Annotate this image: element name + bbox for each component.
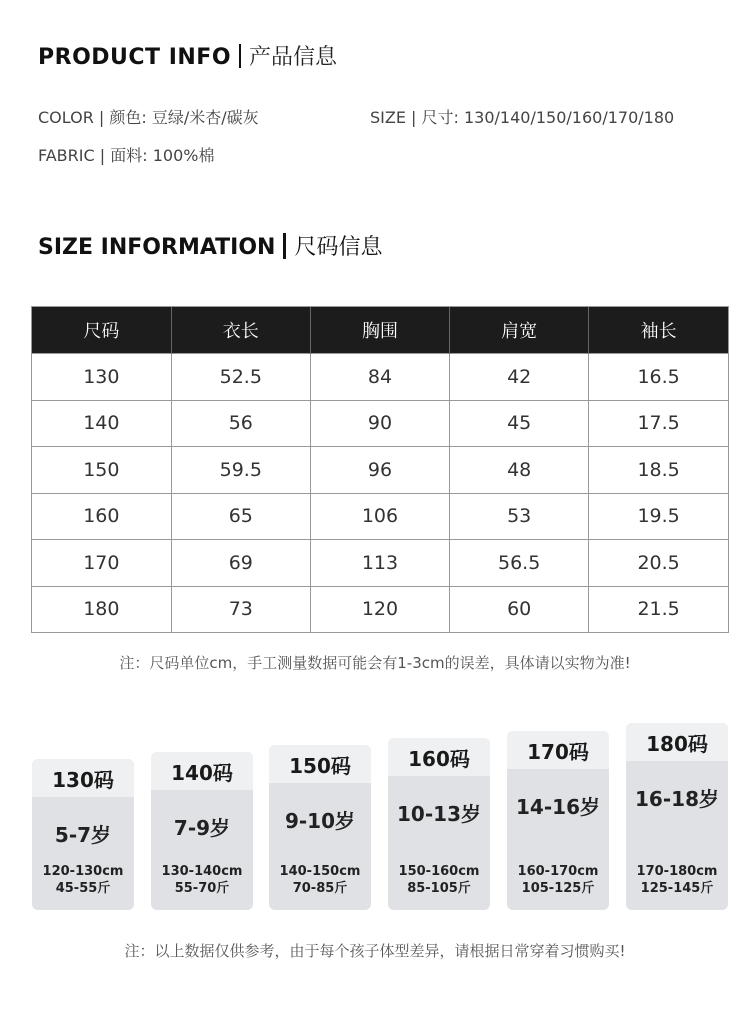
table-row	[32, 540, 728, 587]
card-height: 130-140cm	[161, 864, 243, 879]
card-age: 7-9岁	[173, 816, 231, 840]
table-cell: 160	[32, 493, 171, 540]
card-size-label: 130码	[32, 759, 134, 797]
size-card	[32, 759, 134, 910]
title-divider	[283, 233, 286, 259]
card-size-label: 160码	[388, 738, 490, 776]
size-information-title-zh: 尺码信息	[294, 235, 383, 260]
size-card	[151, 752, 253, 910]
table-cell: 96	[310, 447, 449, 494]
table-row	[32, 493, 728, 540]
card-size-label: 150码	[269, 745, 371, 783]
table-cell: 90	[310, 400, 449, 447]
size-information-title	[38, 230, 382, 261]
reference-note: 注：以上数据仅供参考，由于每个孩子体型差异，请根据日常穿着习惯购买!	[124, 942, 626, 960]
card-weight: 105-125斤	[521, 881, 595, 896]
table-row	[32, 354, 728, 401]
table-row	[32, 400, 728, 447]
title-divider	[239, 44, 241, 68]
card-weight: 45-55斤	[55, 881, 111, 896]
table-cell: 73	[171, 586, 310, 632]
card-height: 160-170cm	[517, 864, 599, 879]
table-cell: 48	[450, 447, 589, 494]
product-info-title-zh: 产品信息	[249, 45, 338, 70]
card-height: 150-160cm	[398, 864, 480, 879]
fabric-label: FABRIC | 面料:	[38, 146, 148, 165]
card-age: 14-16岁	[516, 795, 600, 819]
product-info-title	[38, 40, 337, 71]
size-card	[626, 723, 728, 910]
table-cell: 65	[171, 493, 310, 540]
table-cell: 69	[171, 540, 310, 587]
table-row	[32, 447, 728, 494]
table-header-cell: 衣长	[171, 307, 310, 354]
table-cell: 18.5	[589, 447, 728, 494]
card-age: 5-7岁	[54, 823, 112, 847]
table-cell: 56	[171, 400, 310, 447]
fabric-info	[38, 143, 214, 166]
size-info	[370, 105, 674, 128]
table-cell: 52.5	[171, 354, 310, 401]
card-height: 170-180cm	[636, 864, 718, 879]
table-cell: 17.5	[589, 400, 728, 447]
table-cell: 21.5	[589, 586, 728, 632]
card-age: 10-13岁	[397, 802, 481, 826]
table-header-cell: 胸围	[310, 307, 449, 354]
table-cell: 42	[450, 354, 589, 401]
card-weight: 125-145斤	[640, 881, 714, 896]
color-info	[38, 105, 259, 128]
card-size-label: 140码	[151, 752, 253, 790]
table-cell: 113	[310, 540, 449, 587]
size-table	[31, 306, 729, 633]
table-header-cell: 袖长	[589, 307, 728, 354]
table-header-cell: 尺码	[32, 307, 171, 354]
table-cell: 60	[450, 586, 589, 632]
size-card	[388, 738, 490, 910]
table-cell: 140	[32, 400, 171, 447]
table-cell: 19.5	[589, 493, 728, 540]
card-weight: 55-70斤	[174, 881, 230, 896]
size-card	[507, 731, 609, 910]
table-cell: 45	[450, 400, 589, 447]
card-weight: 85-105斤	[407, 881, 471, 896]
table-cell: 150	[32, 447, 171, 494]
table-cell: 16.5	[589, 354, 728, 401]
table-cell: 56.5	[450, 540, 589, 587]
table-cell: 20.5	[589, 540, 728, 587]
table-cell: 53	[450, 493, 589, 540]
table-cell: 180	[32, 586, 171, 632]
card-height: 140-150cm	[279, 864, 361, 879]
card-size-label: 180码	[626, 723, 728, 761]
size-value: 130/140/150/160/170/180	[464, 108, 675, 127]
card-age: 16-18岁	[635, 787, 719, 811]
card-height: 120-130cm	[42, 864, 124, 879]
card-weight: 70-85斤	[292, 881, 348, 896]
fabric-value: 100%棉	[152, 146, 215, 165]
table-cell: 106	[310, 493, 449, 540]
card-age: 9-10岁	[284, 809, 356, 833]
table-row	[32, 586, 728, 632]
table-header-cell: 肩宽	[450, 307, 589, 354]
table-cell: 120	[310, 586, 449, 632]
color-value: 豆绿/米杏/碳灰	[151, 108, 259, 127]
size-information-title-en: SIZE INFORMATION	[38, 235, 276, 260]
card-size-label: 170码	[507, 731, 609, 769]
table-cell: 130	[32, 354, 171, 401]
table-cell: 84	[310, 354, 449, 401]
size-label: SIZE | 尺寸:	[370, 108, 459, 127]
table-cell: 170	[32, 540, 171, 587]
product-info-title-en: PRODUCT INFO	[38, 45, 232, 70]
table-header-row	[32, 307, 728, 354]
size-card	[269, 745, 371, 910]
color-label: COLOR | 颜色:	[38, 108, 147, 127]
table-cell: 59.5	[171, 447, 310, 494]
measurement-note: 注：尺码单位cm，手工测量数据可能会有1-3cm的误差，具体请以实物为准!	[119, 654, 631, 672]
